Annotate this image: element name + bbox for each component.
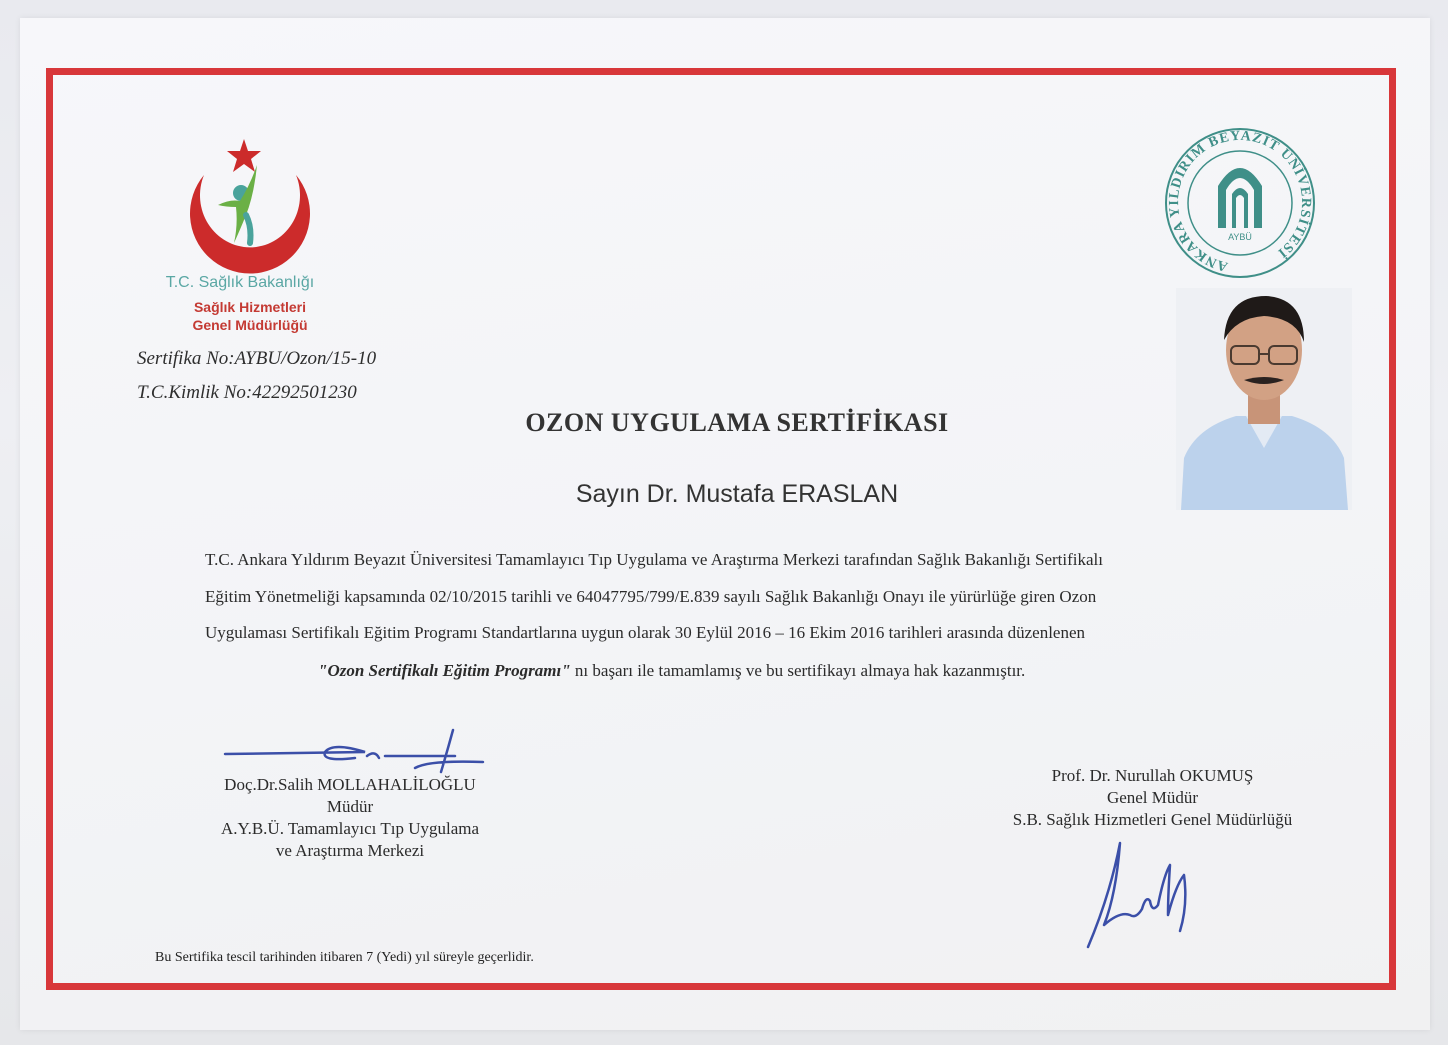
signatory-right-role: Genel Müdür (1106, 788, 1199, 807)
dept-line-2: Genel Müdürlüğü (192, 317, 308, 333)
body-line-4 (318, 661, 1025, 681)
signatory-left-role: Müdür (326, 797, 374, 816)
certificate-number: Sertifika No:AYBU/Ozon/15-10 (137, 348, 377, 369)
person-photo-icon (1176, 288, 1352, 510)
body-line-4-rest: nı başarı ile tamamlamış ve bu sertifikayı almaya hak kazanmıştır. (570, 661, 1026, 680)
signature-right-icon (1080, 835, 1210, 955)
signatory-right (985, 765, 1320, 831)
body-line-2: Eğitim Yönetmeliği kapsamında 02/10/2015 tarihli ve 64047795/799/E.839 sayılı Sağlık Bakanlığı Onayı ile yürürlüğe giren Ozon (205, 587, 1097, 606)
signatory-right-org: S.B. Sağlık Hizmetleri Genel Müdürlüğü (1012, 810, 1293, 829)
seal-ring-text: ANKARA YILDIRIM BEYAZIT ÜNİVERSİTESİ (1166, 128, 1314, 274)
certificate-title: OZON UYGULAMA SERTİFİKASI (525, 408, 949, 437)
body-line-1: T.C. Ankara Yıldırım Beyazıt Üniversitesi Tamamlayıcı Tıp Uygulama ve Araştırma Merkezi tarafından Sağlık Bakanlığı Sertifikalı (205, 550, 1104, 569)
recipient-name: Sayın Dr. Mustafa ERASLAN (575, 480, 899, 508)
signatory-left-org-2: ve Araştırma Merkezi (275, 841, 425, 860)
program-name: "Ozon Sertifikalı Eğitim Programı" (318, 661, 571, 680)
body-line-3: Uygulaması Sertifikalı Eğitim Programı Standartlarına uygun olarak 30 Eylül 2016 – 16 Ekim 2016 tarihleri arasında düzenlenen (205, 623, 1086, 642)
national-id: T.C.Kimlik No:42292501230 (137, 382, 357, 403)
validity-footer: Bu Sertifika tescil tarihinden itibaren 7 (Yedi) yıl süreyle geçerlidir. (155, 950, 534, 965)
portrait-photo (1176, 288, 1352, 510)
signatory-right-name: Prof. Dr. Nurullah OKUMUŞ (1051, 766, 1254, 785)
seal-abbr: AYBÜ (1228, 232, 1252, 242)
university-seal-icon (1160, 128, 1320, 278)
signatory-left-name: Doç.Dr.Salih MOLLAHALİLOĞLU (224, 775, 476, 794)
dept-line-1: Sağlık Hizmetleri (193, 299, 307, 315)
signatory-left (190, 774, 510, 862)
signatory-left-org-1: A.Y.B.Ü. Tamamlayıcı Tıp Uygulama (220, 819, 480, 838)
ministry-name: T.C. Sağlık Bakanlığı (165, 274, 315, 291)
